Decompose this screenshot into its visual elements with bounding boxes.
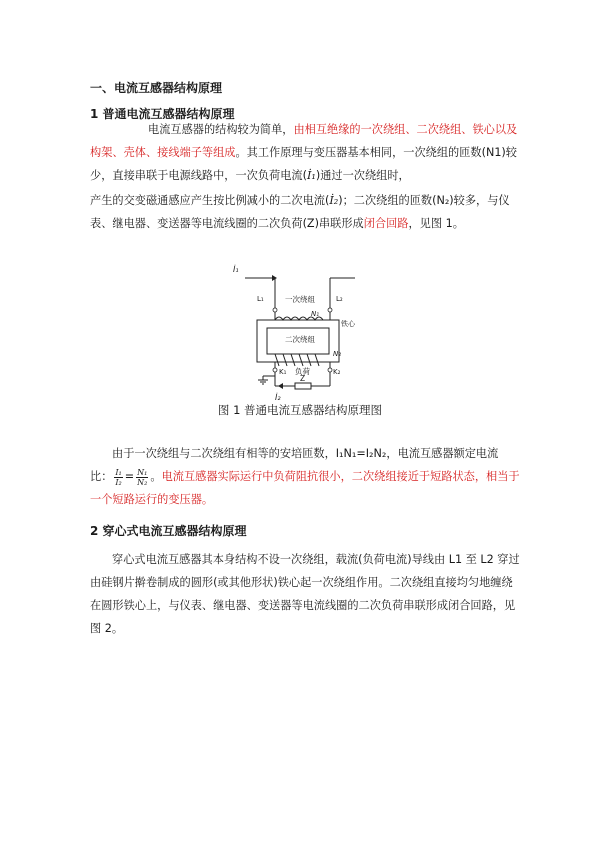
p2-text-c: ，见图 1。 [408,217,464,230]
label-l1: L₁ [257,295,264,303]
section1-paragraph [90,118,520,187]
p2-text-a: 产生的交变磁通感应产生按比例减小的二次电流( [90,194,330,207]
ratio-text: 由于一次绕组与二次绕组有相等的安培匝数，I₁N₁=I₂N₂，电流互感器额定电流比： [90,447,499,483]
ratio-paragraph [90,442,520,511]
label-i1: İ₁ [233,265,239,274]
label-load: 负荷 [295,367,310,376]
p1-text-c: )通过一次绕组时， [315,169,410,182]
secondary-coil [275,354,319,366]
p1-text-a: 电流互感器的结构较为简单， [148,123,294,136]
p1-text-b: 。其工作原理与变压器基本相同，一次绕组的匝数(N1)较少，直接串联于电源线路中，一次负荷电流( [90,146,517,182]
label-k1: K₁ [279,368,287,376]
p2-text-b: )；二次绕组的匝数(N₂)较多，与仪表、继电器、变送器等电流线圈的二次负荷(Z)串联形成 [90,194,510,230]
label-core: 铁心 [341,320,355,328]
ratio-period: 。 [150,470,162,483]
terminal-l1 [273,308,277,312]
section2-paragraph [90,548,520,640]
ratio-fraction-turns: $\frac{\text{N₁}}{\text{N₂}}$ [137,467,148,487]
secondary-arrow [278,383,283,389]
terminal-l2 [328,308,332,312]
label-i2: İ₂ [275,393,281,402]
section2-text: 穿心式电流互感器其本身结构不设一次绕组，载流(负荷电流)导线由 L1 至 L2 穿过由硅钢片擀卷制成的圆形(或其他形状)铁心起一次绕组作用。二次绕组直接均匀地缠绕在圆形铁心上，与仪表、继电器、变送器等电流线圈的二次负荷串联形成闭合回路，见图 2。 [90,553,520,635]
label-l2: L₂ [336,295,343,303]
label-secondary-winding: 二次绕组 [285,335,315,344]
page-heading: 一、电流互感器结构原理 [90,81,223,95]
label-z: Z [300,374,306,383]
p2-current-i2: İ₂ [329,194,339,207]
section2-title: 2 穿心式电流互感器结构原理 [90,524,247,538]
ratio-highlight: 电流互感器实际运行中负荷阻抗很小，二次绕组接近于短路状态，相当于一个短路运行的变压器。 [90,470,520,506]
figure1-diagram [233,258,355,403]
label-n1: N₁ [311,310,320,318]
p1-highlight: 由相互绝缘的一次绕组、二次绕组、铁心以及构架、壳体、接线端子等组成 [90,123,518,159]
section1-title: 1 普通电流互感器结构原理 [90,107,235,121]
label-k2: K₂ [333,368,341,376]
terminal-k2 [328,368,332,372]
terminal-k1 [273,368,277,372]
label-n2: N₂ [333,350,342,358]
section1-paragraph-2 [90,189,520,235]
label-primary-winding: 一次绕组 [285,295,315,304]
ratio-equals: = [124,470,135,483]
p2-highlight: 闭合回路 [363,217,409,230]
figure1-caption: 图 1 普通电流互感器结构原理图 [217,403,383,417]
p1-current-i1: İ₁ [306,169,316,182]
ratio-fraction-currents: $\frac{\text{I₁}}{\text{I₂}}$ [115,467,122,487]
load-impedance [295,383,311,389]
